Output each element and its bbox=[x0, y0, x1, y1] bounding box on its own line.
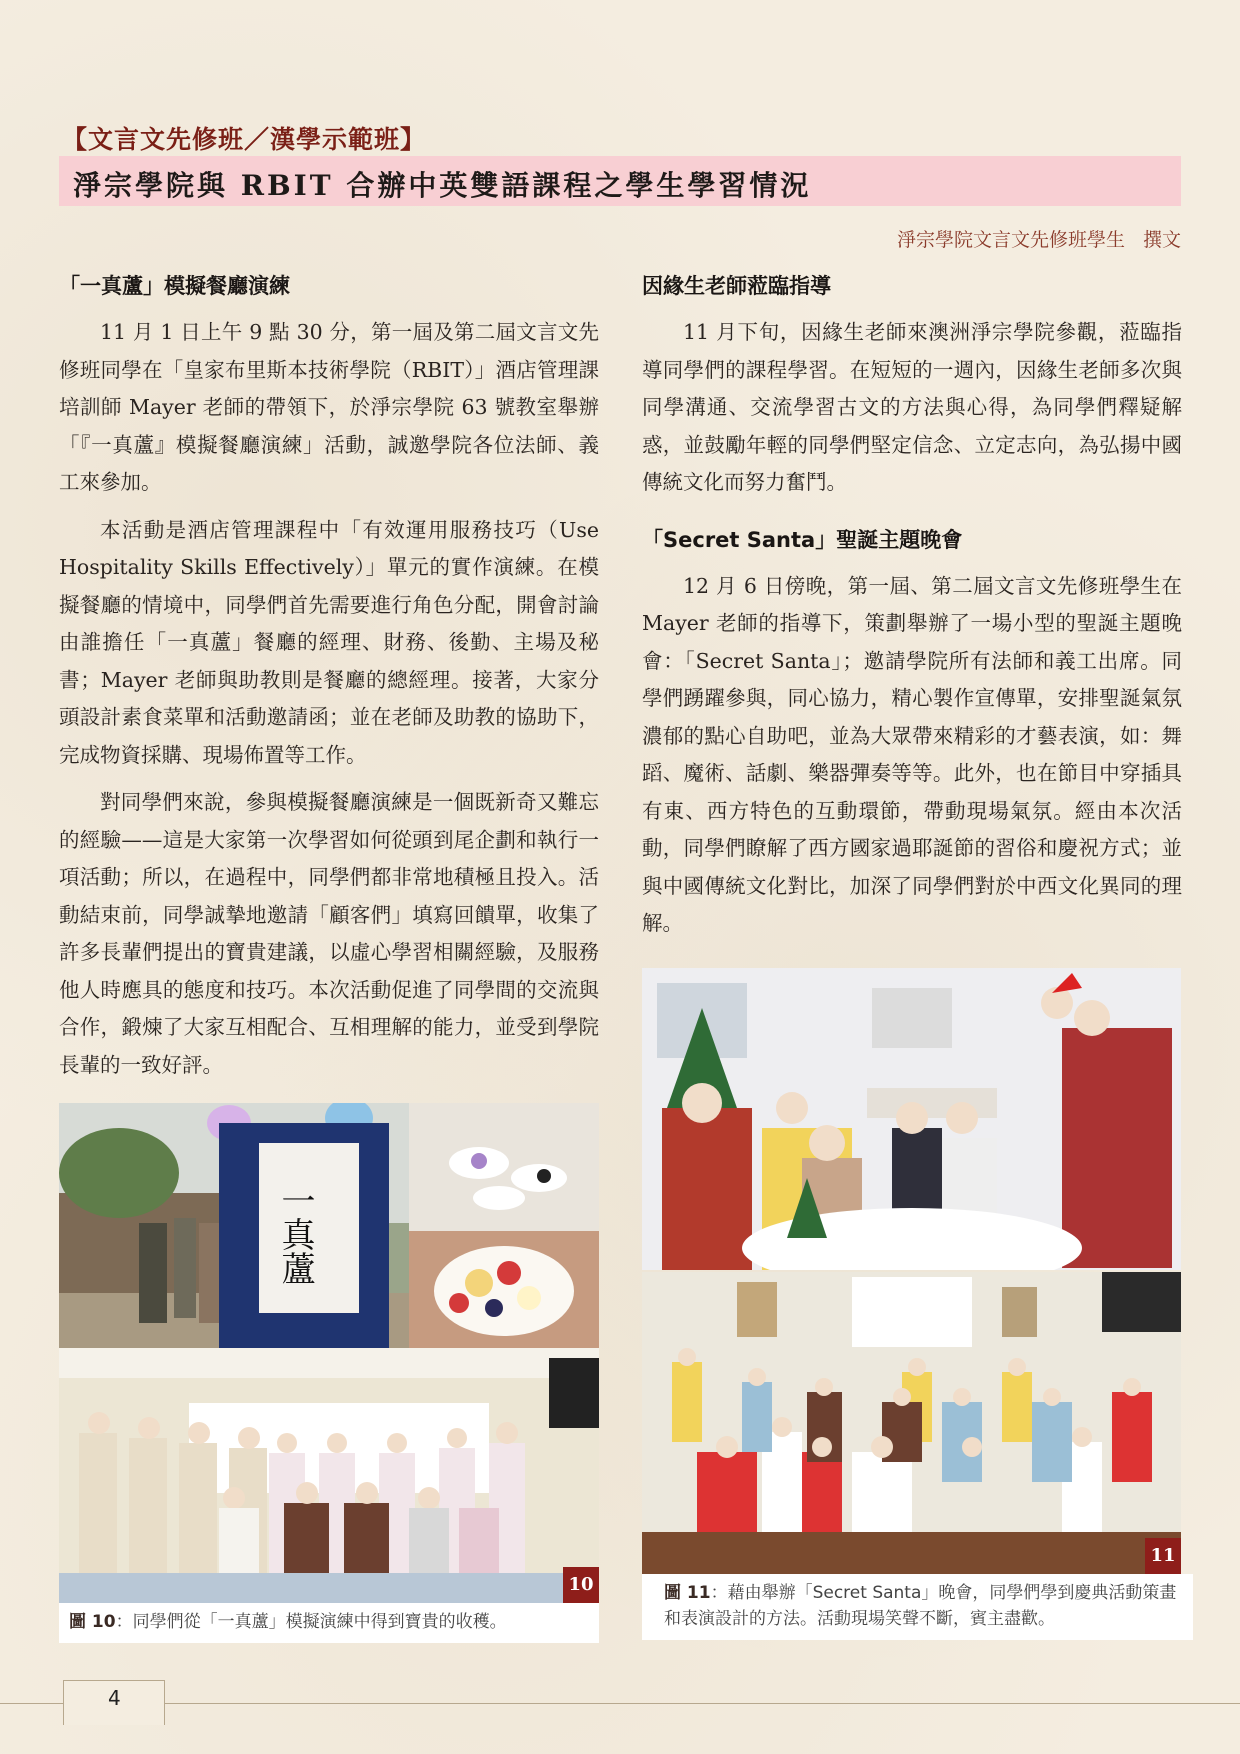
photo-number-badge: 10 bbox=[563, 1567, 599, 1603]
paragraph: 本活動是酒店管理課程中「有效運用服務技巧（Use Hospitality Skills Effectively）」單元的實作演練。在模擬餐廳的情境中，同學們首先需要進行角色分配，開會討論由誰擔任「一真蘆」餐廳的經理、財務、後勤、主場及秘書；Mayer 老師與助教則是餐廳的總經理。接著，大家分頭設計素食菜單和活動邀請函；並在老師及助教的協助下，完成物資採購、現場佈置等工作。 bbox=[59, 517, 599, 767]
photo-collage-image bbox=[59, 1103, 599, 1603]
article-title: 淨宗學院與 RBIT 合辦中英雙語課程之學生學習情況 bbox=[73, 169, 812, 202]
section-heading: 「一真蘆」模擬餐廳演練 bbox=[59, 274, 290, 298]
footer-rule bbox=[0, 1703, 1240, 1704]
photo-caption bbox=[59, 1603, 599, 1643]
banner-calligraphy: 一真蘆 bbox=[275, 1183, 315, 1285]
byline-author: 淨宗學院文言文先修班學生 bbox=[896, 229, 1125, 251]
right-column bbox=[642, 270, 1182, 943]
caption-label: 圖 11 bbox=[664, 1583, 711, 1603]
caption-text: ：藉由舉辦「Secret Santa」晚會，同學們學到慶典活動策畫和表演設計的方法。活動現場笑聲不斷，賓主盡歡。 bbox=[664, 1583, 1177, 1629]
paragraph: 11 月 1 日上午 9 點 30 分，第一屆及第二屆文言文先修班同學在「皇家布里斯本技術學院（RBIT）」酒店管理課培訓師 Mayer 老師的帶領下，於淨宗學院 63 號教室舉辦「『一真蘆』模擬餐廳演練」活動，誠邀學院各位法師、義工來參加。 bbox=[59, 320, 599, 494]
party-photo-image bbox=[642, 968, 1181, 1270]
caption-label: 圖 10 bbox=[69, 1612, 116, 1632]
page-number: 4 bbox=[108, 1686, 121, 1710]
series-label: 【文言文先修班／漢學示範班】 bbox=[62, 125, 427, 154]
photo-caption bbox=[642, 1574, 1193, 1640]
photo-collage bbox=[59, 1103, 599, 1603]
byline-role: 撰文 bbox=[1142, 229, 1181, 251]
paragraph: 對同學們來說，參與模擬餐廳演練是一個既新奇又難忘的經驗——這是大家第一次學習如何從頭到尾企劃和執行一項活動；所以，在過程中，同學們都非常地積極且投入。活動結束前，同學誠摯地邀請「顧客們」填寫回饋單，收集了許多長輩們提出的寶貴建議，以虛心學習相關經驗，及服務他人時應具的態度和技巧。本次活動促進了同學間的交流與合作，鍛煉了大家互相配合、互相理解的能力，並受到學院長輩的一致好評。 bbox=[59, 790, 599, 1077]
paragraph: 12 月 6 日傍晚，第一屆、第二屆文言文先修班學生在 Mayer 老師的指導下，策劃舉辦了一場小型的聖誕主題晚會：「Secret Santa」；邀請學院所有法師和義工出席。同學們踴躍參與，同心協力，精心製作宣傳單，安排聖誕氣氛濃郁的點心自助吧，並為大眾帶來精彩的才藝表演，如：舞蹈、魔術、話劇、樂器彈奏等等。此外，也在節目中穿插具有東、西方特色的互動環節，帶動現場氣氛。經由本次活動，同學們瞭解了西方國家過耶誕節的習俗和慶祝方式；並與中國傳統文化對比，加深了同學們對於中西文化異同的理解。 bbox=[642, 573, 1182, 935]
photo-party bbox=[642, 968, 1181, 1270]
byline bbox=[897, 225, 1181, 252]
paragraph: 11 月下旬，因緣生老師來澳洲淨宗學院參觀，蒞臨指導同學們的課程學習。在短短的一週內，因緣生老師多次與同學溝通、交流學習古文的方法與心得，為同學們釋疑解惑，並鼓勵年輕的同學們堅定信念、立定志向，為弘揚中國傳統文化而努力奮鬥。 bbox=[642, 320, 1182, 494]
caption-text: ：同學們從「一真蘆」模擬演練中得到寶貴的收穫。 bbox=[115, 1612, 507, 1632]
photo-number-badge: 11 bbox=[1145, 1538, 1181, 1574]
section-heading: 因緣生老師蒞臨指導 bbox=[642, 274, 831, 298]
photo-group bbox=[642, 1272, 1181, 1574]
section-heading: 「Secret Santa」聖誕主題晚會 bbox=[642, 527, 963, 552]
left-column bbox=[59, 270, 599, 1084]
group-photo-image bbox=[642, 1272, 1181, 1574]
title-bar bbox=[59, 156, 1181, 206]
